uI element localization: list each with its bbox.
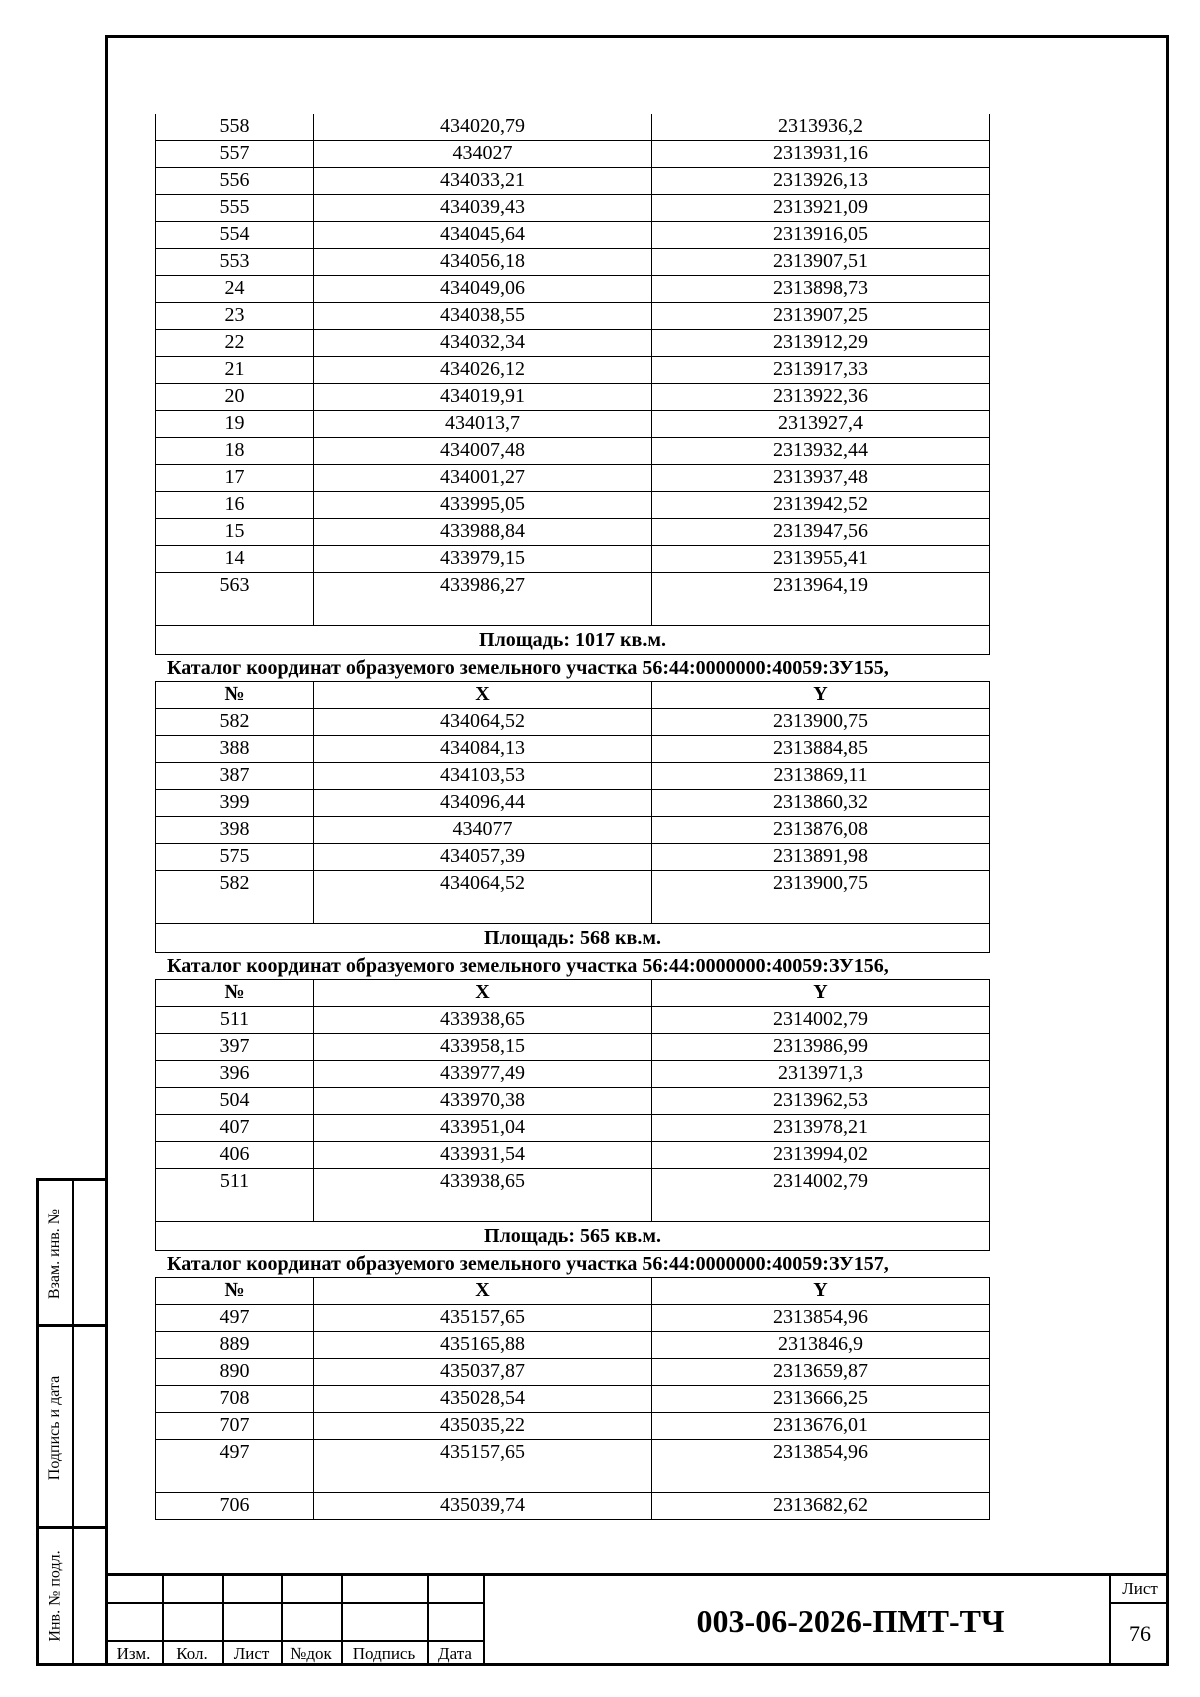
point-number: 511 [156, 1169, 314, 1222]
coord-x: 434103,53 [314, 763, 652, 790]
coord-y: 2313917,33 [652, 357, 990, 384]
coord-x: 433951,04 [314, 1115, 652, 1142]
header-row [156, 1278, 990, 1305]
table-row [156, 1007, 990, 1034]
table-row [156, 222, 990, 249]
header-num: № [156, 1278, 314, 1305]
coord-x: 434038,55 [314, 303, 652, 330]
header-row [156, 682, 990, 709]
coord-x: 435157,65 [314, 1440, 652, 1493]
table-row [156, 438, 990, 465]
table-row [156, 492, 990, 519]
coordinate-table-1 [155, 114, 990, 655]
coord-x: 433979,15 [314, 546, 652, 573]
table-row [156, 249, 990, 276]
point-number: 19 [156, 411, 314, 438]
coord-x: 434057,39 [314, 844, 652, 871]
coord-x: 433931,54 [314, 1142, 652, 1169]
table-row [156, 736, 990, 763]
point-number: 497 [156, 1440, 314, 1493]
coord-y: 2313676,01 [652, 1413, 990, 1440]
coord-y: 2313854,96 [652, 1440, 990, 1493]
table-row [156, 276, 990, 303]
table-row [156, 168, 990, 195]
coord-y: 2314002,79 [652, 1007, 990, 1034]
point-number: 23 [156, 303, 314, 330]
table-row [156, 195, 990, 222]
point-number: 497 [156, 1305, 314, 1332]
table-row [156, 330, 990, 357]
area-row [156, 924, 990, 953]
table2-caption: Каталог координат образуемого земельного участка 56:44:0000000:40059:ЗУ155, [167, 657, 889, 679]
table-row [156, 141, 990, 168]
area-row [156, 1222, 990, 1251]
point-number: 388 [156, 736, 314, 763]
coord-x: 434019,91 [314, 384, 652, 411]
coord-y: 2313869,11 [652, 763, 990, 790]
table-row [156, 573, 990, 626]
coord-x: 434007,48 [314, 438, 652, 465]
point-number: 554 [156, 222, 314, 249]
header-row [156, 980, 990, 1007]
table-row [156, 114, 990, 141]
table-row [156, 519, 990, 546]
sheet-number: 76 [1109, 1604, 1169, 1666]
point-number: 555 [156, 195, 314, 222]
table-row [156, 1034, 990, 1061]
coord-y: 2313986,99 [652, 1034, 990, 1061]
tb-label-list: Лист [233, 1644, 270, 1663]
table3-caption: Каталог координат образуемого земельного участка 56:44:0000000:40059:ЗУ156, [167, 955, 889, 977]
coord-y: 2313931,16 [652, 141, 990, 168]
table-row [156, 1413, 990, 1440]
coordinate-table-4 [155, 1277, 990, 1520]
point-number: 582 [156, 871, 314, 924]
coord-x: 435028,54 [314, 1386, 652, 1413]
coord-x: 433995,05 [314, 492, 652, 519]
coord-x: 433986,27 [314, 573, 652, 626]
area-text: Площадь: 1017 кв.м. [156, 626, 990, 655]
tb-label-podpis: Подпись [352, 1644, 416, 1663]
tb-label-izm: Изм. [116, 1644, 151, 1663]
point-number: 21 [156, 357, 314, 384]
table-row [156, 763, 990, 790]
coord-y: 2313876,08 [652, 817, 990, 844]
area-text: Площадь: 568 кв.м. [156, 924, 990, 953]
coord-y: 2313900,75 [652, 871, 990, 924]
point-number: 707 [156, 1413, 314, 1440]
coord-y: 2313971,3 [652, 1061, 990, 1088]
table-row [156, 303, 990, 330]
coord-y: 2313682,62 [652, 1493, 990, 1520]
tb-label-data: Дата [438, 1644, 472, 1663]
point-number: 511 [156, 1007, 314, 1034]
table1-section [155, 114, 989, 1520]
coord-y: 2313884,85 [652, 736, 990, 763]
table-row [156, 1440, 990, 1493]
coord-x: 434027 [314, 141, 652, 168]
table-row [156, 817, 990, 844]
table-row [156, 1359, 990, 1386]
coord-x: 433977,49 [314, 1061, 652, 1088]
side-label-inv: Инв. № подл. [46, 1550, 64, 1642]
table-row [156, 1142, 990, 1169]
point-number: 397 [156, 1034, 314, 1061]
point-number: 16 [156, 492, 314, 519]
coord-y: 2313936,2 [652, 114, 990, 141]
header-num: № [156, 980, 314, 1007]
point-number: 557 [156, 141, 314, 168]
point-number: 406 [156, 1142, 314, 1169]
table-row [156, 411, 990, 438]
coord-x: 434020,79 [314, 114, 652, 141]
point-number: 558 [156, 114, 314, 141]
coord-y: 2313932,44 [652, 438, 990, 465]
point-number: 387 [156, 763, 314, 790]
table-row [156, 844, 990, 871]
coord-x: 433988,84 [314, 519, 652, 546]
coord-y: 2313947,56 [652, 519, 990, 546]
table-row [156, 1088, 990, 1115]
coord-y: 2313907,25 [652, 303, 990, 330]
coord-x: 434084,13 [314, 736, 652, 763]
coord-y: 2313900,75 [652, 709, 990, 736]
point-number: 890 [156, 1359, 314, 1386]
point-number: 556 [156, 168, 314, 195]
coord-x: 434032,34 [314, 330, 652, 357]
table-row [156, 1061, 990, 1088]
document-code: 003-06-2026-ПМТ-ТЧ [696, 1602, 1005, 1639]
coord-y: 2313916,05 [652, 222, 990, 249]
table-row [156, 1332, 990, 1359]
point-number: 24 [156, 276, 314, 303]
point-number: 407 [156, 1115, 314, 1142]
coord-y: 2313860,32 [652, 790, 990, 817]
coord-y: 2313927,4 [652, 411, 990, 438]
coord-x: 434039,43 [314, 195, 652, 222]
header-num: № [156, 682, 314, 709]
coord-y: 2313659,87 [652, 1359, 990, 1386]
table-row [156, 546, 990, 573]
coord-y: 2313922,36 [652, 384, 990, 411]
coord-x: 434026,12 [314, 357, 652, 384]
point-number: 22 [156, 330, 314, 357]
table-row [156, 384, 990, 411]
point-number: 17 [156, 465, 314, 492]
point-number: 706 [156, 1493, 314, 1520]
coord-y: 2313926,13 [652, 168, 990, 195]
side-stamp [36, 1178, 106, 1666]
coord-x: 433970,38 [314, 1088, 652, 1115]
header-y: Y [652, 682, 990, 709]
point-number: 504 [156, 1088, 314, 1115]
point-number: 15 [156, 519, 314, 546]
table-row [156, 1305, 990, 1332]
coord-y: 2313912,29 [652, 330, 990, 357]
coord-x: 434045,64 [314, 222, 652, 249]
sheet-label: Лист [1109, 1576, 1169, 1604]
point-number: 18 [156, 438, 314, 465]
coord-y: 2313846,9 [652, 1332, 990, 1359]
coord-x: 435157,65 [314, 1305, 652, 1332]
table-row [156, 1115, 990, 1142]
header-x: X [314, 980, 652, 1007]
area-text: Площадь: 565 кв.м. [156, 1222, 990, 1251]
coord-y: 2313898,73 [652, 276, 990, 303]
coord-y: 2314002,79 [652, 1169, 990, 1222]
point-number: 14 [156, 546, 314, 573]
point-number: 582 [156, 709, 314, 736]
coord-x: 435037,87 [314, 1359, 652, 1386]
coord-x: 435035,22 [314, 1413, 652, 1440]
point-number: 399 [156, 790, 314, 817]
table4-caption: Каталог координат образуемого земельного участка 56:44:0000000:40059:ЗУ157, [167, 1253, 889, 1275]
table-row [156, 1169, 990, 1222]
point-number: 563 [156, 573, 314, 626]
coord-x: 434033,21 [314, 168, 652, 195]
point-number: 396 [156, 1061, 314, 1088]
coord-y: 2313666,25 [652, 1386, 990, 1413]
header-x: X [314, 1278, 652, 1305]
coord-y: 2313942,52 [652, 492, 990, 519]
coord-x: 434056,18 [314, 249, 652, 276]
coord-y: 2313937,48 [652, 465, 990, 492]
area-row [156, 626, 990, 655]
coord-x: 434077 [314, 817, 652, 844]
coord-y: 2313978,21 [652, 1115, 990, 1142]
coord-x: 434049,06 [314, 276, 652, 303]
header-y: Y [652, 1278, 990, 1305]
tb-label-kol: Кол. [176, 1644, 208, 1663]
point-number: 575 [156, 844, 314, 871]
coord-y: 2313891,98 [652, 844, 990, 871]
coordinate-table-3 [155, 979, 990, 1251]
point-number: 398 [156, 817, 314, 844]
coord-x: 433938,65 [314, 1007, 652, 1034]
table-row [156, 709, 990, 736]
coord-y: 2313994,02 [652, 1142, 990, 1169]
coord-x: 435165,88 [314, 1332, 652, 1359]
side-label-podpis: Подпись и дата [46, 1375, 64, 1481]
header-x: X [314, 682, 652, 709]
coord-x: 434064,52 [314, 871, 652, 924]
coord-y: 2313955,41 [652, 546, 990, 573]
table-row [156, 357, 990, 384]
point-number: 553 [156, 249, 314, 276]
point-number: 20 [156, 384, 314, 411]
coord-y: 2313854,96 [652, 1305, 990, 1332]
coord-x: 434013,7 [314, 411, 652, 438]
tb-label-ndok: №док [290, 1644, 332, 1663]
coord-y: 2313907,51 [652, 249, 990, 276]
coord-x: 433938,65 [314, 1169, 652, 1222]
coordinate-table-2 [155, 681, 990, 953]
coord-y: 2313964,19 [652, 573, 990, 626]
coord-y: 2313921,09 [652, 195, 990, 222]
table-row [156, 871, 990, 924]
table-row [156, 790, 990, 817]
point-number: 708 [156, 1386, 314, 1413]
coord-y: 2313962,53 [652, 1088, 990, 1115]
table-row [156, 1386, 990, 1413]
point-number: 889 [156, 1332, 314, 1359]
title-block [105, 1573, 1169, 1666]
coord-x: 434064,52 [314, 709, 652, 736]
table-row [156, 1493, 990, 1520]
header-y: Y [652, 980, 990, 1007]
coord-x: 433958,15 [314, 1034, 652, 1061]
table-row [156, 465, 990, 492]
side-label-vzam: Взам. инв. № [46, 1208, 64, 1300]
coord-x: 435039,74 [314, 1493, 652, 1520]
coord-x: 434001,27 [314, 465, 652, 492]
coord-x: 434096,44 [314, 790, 652, 817]
